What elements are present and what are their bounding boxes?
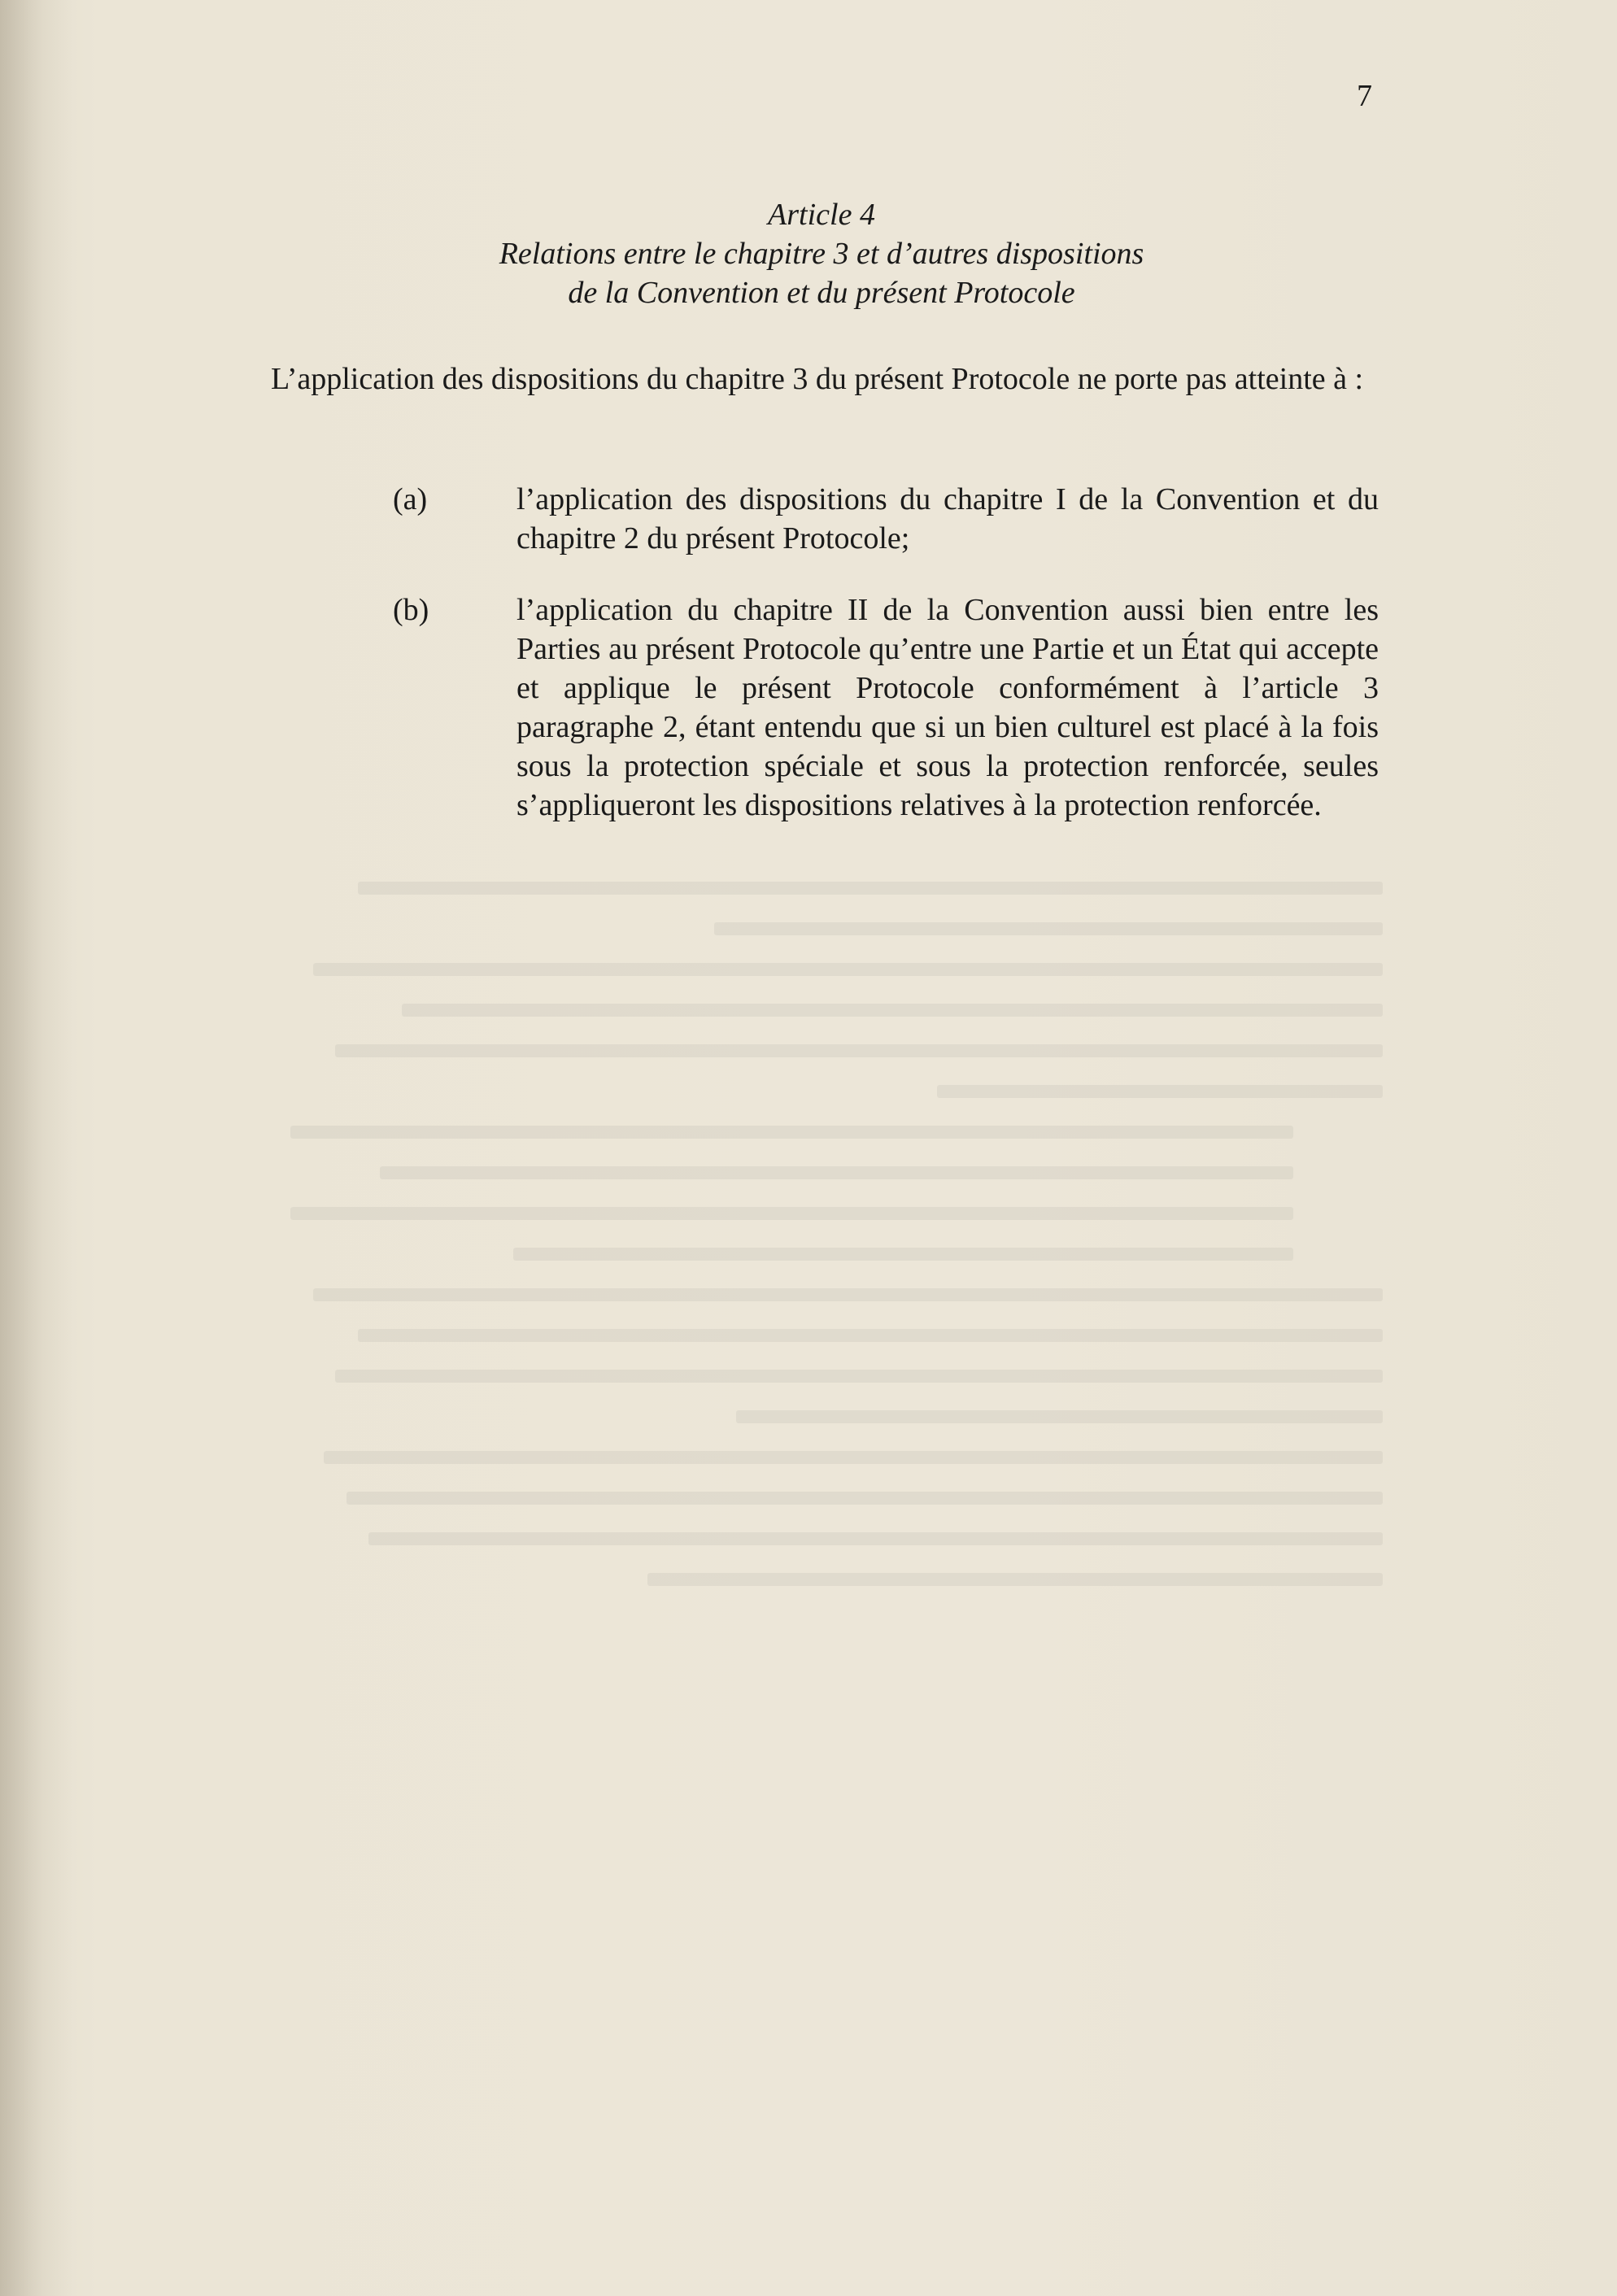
list-item-text: l’application du chapitre II de la Convention aussi bien entre les Parties au présent Protocole qu’entre une Partie et un État qui accepte et applique le présent Protocole conformément à l’article 3 paragraphe 2, étant entendu que si un bien culturel est placé à la fois sous la protection spéciale et sous la protection renforcée, seules s’appliqueront les dispositions relatives à la protection renforcée. [516,593,1379,822]
list-item-label: (b) [393,593,429,627]
page-number: 7 [1357,79,1372,113]
article-subtitle-line-1: Relations entre le chapitre 3 et d’autres dispositions [499,237,1144,271]
binding-shadow [0,0,73,2296]
article-subtitle-line-2: de la Convention et du présent Protocole [568,276,1075,310]
intro-paragraph: L’application des dispositions du chapitre 3 du présent Protocole ne porte pas atteinte à : [271,362,1364,396]
article-title: Article 4 [768,198,875,232]
list-item-b [271,590,1379,825]
article-heading [293,195,1350,312]
reverse-side-bleed-through [268,854,1383,1976]
list-item-a [271,480,1379,558]
list-item-text: l’application des dispositions du chapitre I de la Convention et du chapitre 2 du présent Protocole; [516,482,1379,555]
list-item-label: (a) [393,482,428,516]
